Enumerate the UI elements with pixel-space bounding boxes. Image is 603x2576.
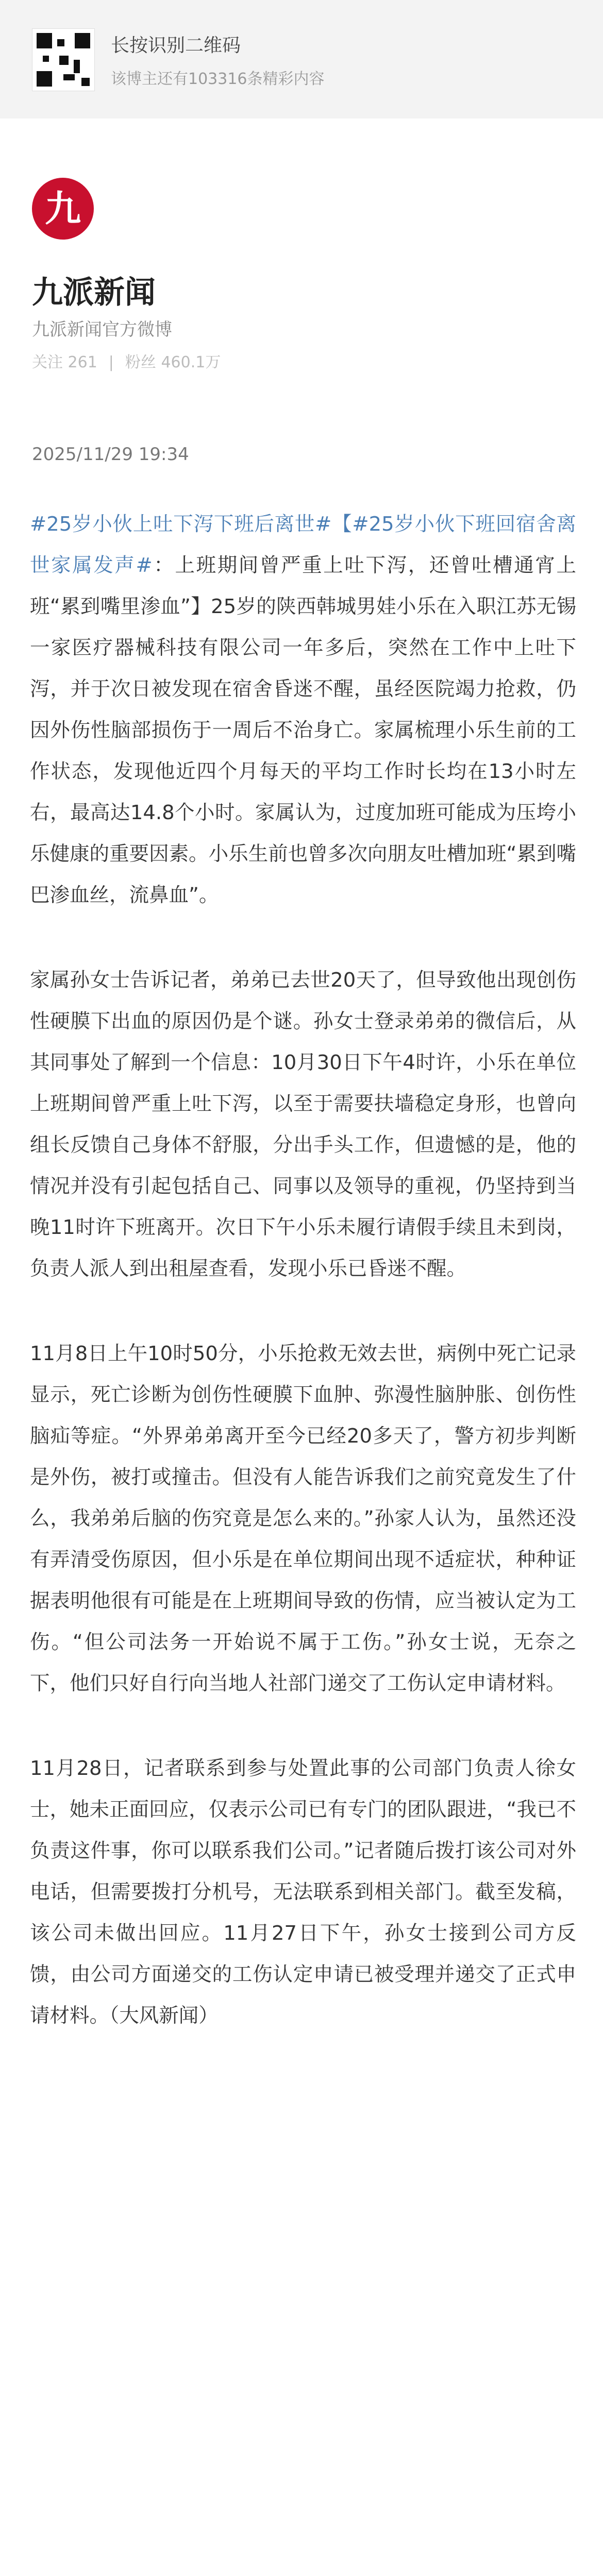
paragraph-2: 家属孙女士告诉记者，弟弟已去世20天了，但导致他出现创伤性硬膜下出血的原因仍是个谜。孙女士登录弟弟的微信后，从其同事处了解到一个信息：10月30日下午4时许，小乐在单位上班期间曾严重上吐下泻，以至于需要扶墙稳定身形，也曾向组长反馈自己身体不舒服，分出手头工作，但遗憾的是，他的情况并没有引起包括自己、同事以及领导的重视，仍坚持到当晚11时许下班离开。次日下午小乐未履行请假手续且未到岗，负责人派人到出租屋查看，发现小乐已昏迷不醒。 [30,969,576,1280]
paragraph-4: 11月28日，记者联系到参与处置此事的公司部门负责人徐女士，她未正面回应，仅表示公司已有专门的团队跟进，“我已不负责这件事，你可以联系我们公司。”记者随后拨打该公司对外电话，但需要拨打分机号，无法联系到相关部门。截至发稿，该公司未做出回应。11月27日下午，孙女士接到公司方反馈，由公司方面递交的工伤认定申请已被受理并递交了正式申请材料。（大风新闻） [30,1757,576,2027]
paragraph-3: 11月8日上午10时50分，小乐抢救无效去世，病例中死亡记录显示，死亡诊断为创伤性硬膜下血肿、弥漫性脑肿胀、创伤性脑疝等症。“外界弟弟离开至今已经20多天了，警方初步判断是外伤，被打或撞击。但没有人能告诉我们之前究竟发生了什么，我弟弟后脑的伤究竟是怎么来的。”孙家人认为，虽然还没有弄清受伤原因，但小乐是在单位期间出现不适症状，种种证据表明他很有可能是在上班期间导致的伤情，应当被认定为工伤。“但公司法务一开始说不属于工伤。”孙女士说，无奈之下，他们只好自行向当地人社部门递交了工伤认定申请材料。 [30,1342,576,1695]
account-avatar[interactable] [32,178,94,240]
banner-title: 长按识别二维码 [111,35,241,56]
account-description: 九派新闻官方微博 [32,319,172,340]
followers-count: 粉丝 460.1万 [125,353,221,371]
paragraph-text: ：上班期间曾严重上吐下泻，还曾吐槽通宵上班“累到嘴里渗血”】25岁的陕西韩城男娃小乐在入职江苏无锡一家医疗器械科技有限公司一年多后，突然在工作中上吐下泻，并于次日被发现在宿舍昏迷不醒，虽经医院竭力抢救，仍因外伤性脑部损伤于一周后不治身亡。家属梳理小乐生前的工作状态，发现他近四个月每天的平均工作时长均在13小时左右，最高达14.8个小时。家属认为，过度加班可能成为压垮小乐健康的重要因素。小乐生前也曾多次向朋友吐槽加班“累到嘴巴渗血丝，流鼻血”。 [30,554,576,907]
avatar-logo-glyph: 九 [45,188,81,230]
account-name[interactable]: 九派新闻 [32,275,156,311]
following-count: 关注 261 [32,353,97,371]
banner-subtitle: 该博主还有103316条精彩内容 [111,70,325,88]
paragraph-1 [30,504,576,916]
account-stats: 关注 261 | 粉丝 460.1万 [32,353,221,371]
post-date: 2025/11/29 19:34 [32,444,189,465]
hashtag-link[interactable]: #25岁小伙上吐下泻下班后离世# [30,513,332,536]
share-banner [0,0,603,118]
hashtag-link[interactable]: 【#25岁小伙下班回宿舍离世家属发声# [30,513,576,577]
qr-code-icon[interactable] [32,28,95,91]
post-body [30,504,576,2080]
